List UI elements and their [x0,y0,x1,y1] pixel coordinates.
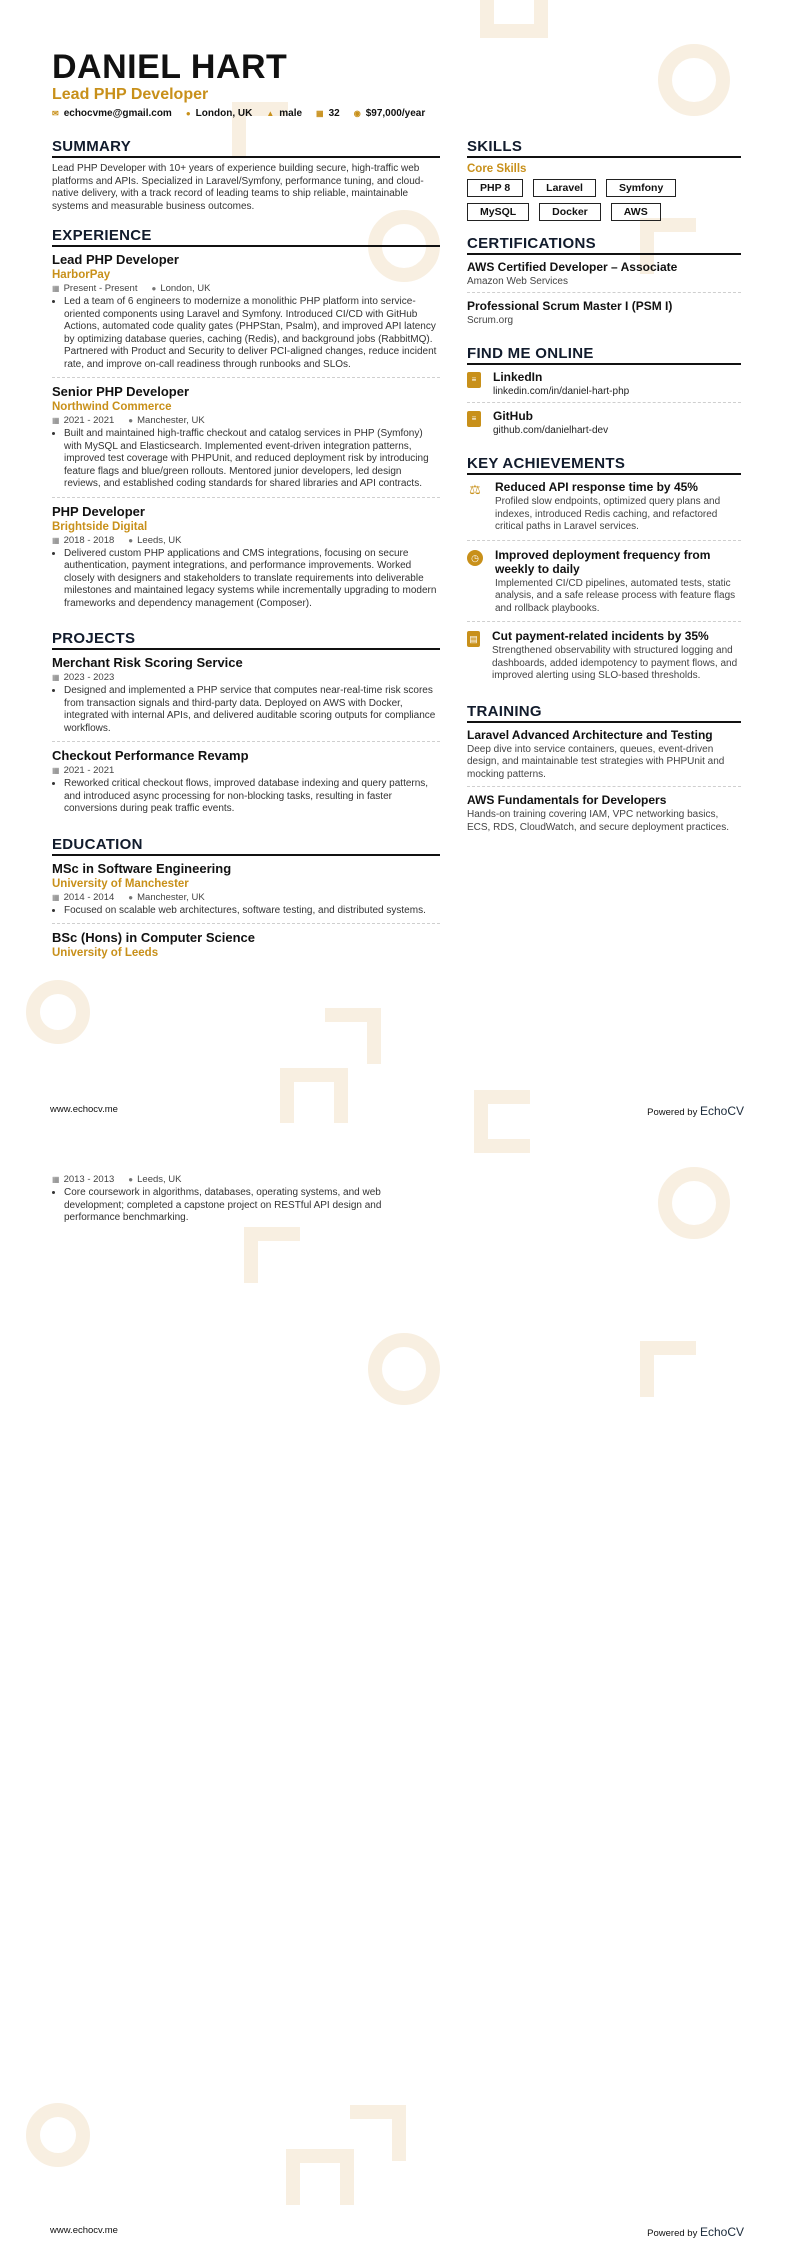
certifications-section [467,235,741,331]
footer-site-link[interactable]: www.echocv.me [50,2225,118,2236]
job-meta: ▦ 2018 - 2018 ● Leeds, UK [52,534,182,546]
skill-tag: Docker [539,203,601,221]
experience-item [52,384,440,498]
contact-location: ● London, UK [185,108,253,119]
document-icon: ▤ [467,631,480,647]
skill-tags [467,179,741,221]
corner-decoration [350,2105,406,2161]
project-title: Merchant Risk Scoring Service [52,655,243,670]
education-item [52,930,440,965]
candidate-title: Lead PHP Developer [52,86,209,103]
skills-section [467,138,741,221]
section-heading: KEY ACHIEVEMENTS [467,455,741,475]
contact-salary: ◉ $97,000/year [353,108,426,119]
footer-powered-by: Powered by EchoCV [647,1104,744,1118]
page-footer [50,1104,744,1118]
contact-info-row [52,108,425,119]
person-icon: ▲ [266,108,275,118]
location-pin-icon: ● [151,284,157,293]
clock-icon: ◷ [467,550,483,566]
experience-section [52,227,440,616]
job-title: Senior PHP Developer [52,384,190,399]
job-title: Lead PHP Developer [52,252,179,267]
page-footer [50,2225,744,2239]
training-title: AWS Fundamentals for Developers [467,793,667,807]
education-bullet: • Focused on scalable web architectures, software testing, and distributed systems. [64,905,440,918]
achievement-text: Implemented CI/CD pipelines, automated tests, static analysis, and a safe release process with feature flags and rollback playbooks. [495,577,736,614]
section-heading: TRAINING [467,703,741,723]
envelope-icon: ✉ [52,108,59,118]
education-section [52,836,440,966]
company-name: Northwind Commerce [52,401,172,413]
company-name: Brightside Digital [52,520,148,533]
calendar-icon: ▦ [316,108,324,118]
project-meta: ▦ 2023 - 2023 [52,672,115,683]
skill-tag: PHP 8 [467,179,523,197]
achievement-text: Strengthened observability with structured logging and dashboards, added idempotency to payment flows, and improved alerting using SLO-based thresholds. [492,645,738,681]
certification-item [467,260,741,293]
corner-decoration [640,1341,696,1397]
location-pin-icon: ● [128,1175,134,1184]
project-title: Checkout Performance Revamp [52,748,249,763]
skill-tag: Symfony [606,179,676,197]
location-pin-icon: ● [185,108,191,118]
company-name: HarborPay [52,269,111,281]
section-heading: EXPERIENCE [52,227,440,247]
location-pin-icon: ● [128,416,134,425]
job-bullet: • Delivered custom PHP applications and CMS integrations, focusing on secure authentication, payment integrations, and performance improvements. Worked closely with designers and stakeholders to translate requirements into deliverable milestones and maintained legacy systems while incrementally upgrading to modern frameworks and dependency management (Composer). [64,548,440,611]
contact-email[interactable]: ✉ echocvme@gmail.com [52,108,172,119]
education-meta: ▦ 2014 - 2014 ● Manchester, UK [52,891,205,903]
left-column [52,138,440,979]
training-item [467,793,741,839]
achievement-item [467,480,741,541]
footer-site-link[interactable]: www.echocv.me [50,1104,118,1115]
achievement-item [467,629,741,689]
training-text: Hands-on training covering IAM, VPC networking basics, ECS, RDS, CloudWatch, and secure deployment practices. [467,809,729,833]
footer-powered-by: Powered by EchoCV [647,2225,744,2239]
section-heading: FIND ME ONLINE [467,345,741,365]
calendar-icon: ▦ [52,673,60,682]
ring-decoration [658,1167,730,1239]
section-heading: SKILLS [467,138,741,158]
ring-decoration [658,44,730,116]
job-bullet: • Built and maintained high-traffic checkout and catalog services in PHP (Symfony) with MySQL and Elasticsearch. Implemented event-driven integration patterns, improved test coverage with PHPUnit, and reduced deployment risk by introducing feature flags and blue/green rollouts. Mentored junior developers, led design reviews, and established coding standards for shared libraries and API contracts. [64,428,440,491]
location-pin-icon: ● [128,535,134,545]
school-name: University of Leeds [52,947,159,959]
contact-age: ▦ 32 [316,108,340,119]
online-section [467,345,741,441]
profile-label: GitHub [493,409,533,423]
job-meta: ▦ Present - Present ● London, UK [52,283,211,294]
job-meta: ▦ 2021 - 2021 ● Manchester, UK [52,415,205,426]
corner-decoration [244,1227,300,1283]
education-item [52,861,440,925]
summary-text: Lead PHP Developer with 10+ years of experience building secure, high-traffic web platforms and APIs. Specialized in Laravel/Symfony, performance tuning, and cloud-native delivery, with a track record of leading teams to ship reliable, maintainable systems and measurable business outcomes. [52,163,424,212]
job-bullet: • Led a team of 6 engineers to modernize a monolithic PHP platform into service-oriented components using Laravel and Symfony. Introduced CI/CD with GitHub Actions, automated code quality gates (PHPStan, Psalm), and improved API latency by optimizing database queries, caching (Redis), and background jobs (RabbitMQ). Partnered with Product and Security to deliver PCI-aligned changes, reduce incident rate, and improve on-call readiness through runbooks and SLOs. [64,296,440,371]
corner-decoration [325,1008,381,1064]
corner-decoration [480,0,548,38]
job-title: PHP Developer [52,503,145,519]
github-icon: ≡ [467,411,481,427]
training-title: Laravel Advanced Architecture and Testing [467,727,713,742]
project-bullet: • Designed and implemented a PHP service that computes near-real-time risk scores from transaction signals and third-party data. Deployed on AWS with Docker, integrated with internal APIs, and delivered auditable scoring outputs for compliance workflows. [64,685,440,735]
online-profile-linkedin[interactable] [467,370,741,403]
certification-title: AWS Certified Developer – Associate [467,260,678,274]
achievement-text: Profiled slow endpoints, optimized query plans and indexes, introduced Redis caching, and refactored critical paths in Laravel services. [495,496,721,532]
certification-issuer: Amazon Web Services [467,276,568,287]
section-heading: CERTIFICATIONS [467,235,741,255]
profile-url[interactable]: linkedin.com/in/daniel-hart-php [493,386,630,397]
candidate-name: DANIEL HART [52,48,288,86]
experience-item [52,252,440,378]
experience-item [52,504,440,617]
achievement-title: Cut payment-related incidents by 35% [492,629,709,643]
calendar-icon: ▦ [52,1175,60,1184]
project-item [52,748,440,822]
training-item [467,728,741,788]
summary-section [52,138,440,213]
skill-tag: AWS [611,203,661,221]
project-bullet: • Reworked critical checkout flows, improved database indexing and query patterns, and introduced async processing for non-blocking tasks, resulting in faster conversions during peak traffic events. [64,778,440,816]
training-section [467,703,741,840]
location-pin-icon: ● [128,892,134,902]
linkedin-icon: ≡ [467,372,481,388]
education-bullet: • Core coursework in algorithms, databases, operating systems, and web development; completed a capstone project on RESTful API design and performance benchmarking. [64,1187,440,1225]
ring-decoration [26,2103,90,2167]
corner-decoration [286,2149,354,2205]
degree-title: BSc (Hons) in Computer Science [52,930,255,945]
footer-brand[interactable]: EchoCV [699,2225,744,2239]
corner-decoration [474,1123,530,1153]
certification-item [467,299,741,331]
contact-gender: ▲ male [266,108,303,119]
achievement-title: Reduced API response time by 45% [495,480,698,494]
project-item [52,655,440,742]
calendar-icon: ▦ [52,766,60,775]
education-meta: ▦ 2013 - 2013 ● Leeds, UK [52,1174,182,1185]
skill-group-title: Core Skills [467,163,527,175]
achievements-section [467,455,741,689]
calendar-icon: ▦ [52,416,60,425]
certification-title: Professional Scrum Master I (PSM I) [467,299,673,313]
section-heading: PROJECTS [52,630,440,650]
right-column [467,138,741,853]
school-name: University of Manchester [52,877,189,890]
calendar-icon: ▦ [52,535,60,545]
degree-title: MSc in Software Engineering [52,860,232,876]
online-profile-github[interactable] [467,409,741,441]
section-heading: SUMMARY [52,138,440,158]
skill-tag: Laravel [533,179,596,197]
training-text: Deep dive into service containers, queues, event-driven design, and maintainable test strategies with PHPUnit and mocking patterns. [467,743,725,780]
calendar-icon: ▦ [52,892,60,902]
footer-brand[interactable]: EchoCV [699,1104,744,1118]
projects-section [52,630,440,822]
profile-url[interactable]: github.com/danielhart-dev [493,425,609,436]
education-continuation [52,1172,440,1225]
achievement-item [467,548,741,623]
calendar-icon: ▦ [52,284,60,293]
skill-tag: MySQL [467,203,529,221]
resume-page-2 [0,1123,794,2246]
achievement-title: Improved deployment frequency from weekly to daily [495,547,711,576]
section-heading: EDUCATION [52,836,440,856]
ring-decoration [368,1333,440,1405]
project-meta: ▦ 2021 - 2021 [52,765,115,776]
scale-icon: ⚖ [469,482,481,497]
profile-label: LinkedIn [493,370,543,384]
certification-issuer: Scrum.org [467,315,514,326]
ring-decoration [26,980,90,1044]
dollar-coin-icon: ◉ [353,108,361,118]
